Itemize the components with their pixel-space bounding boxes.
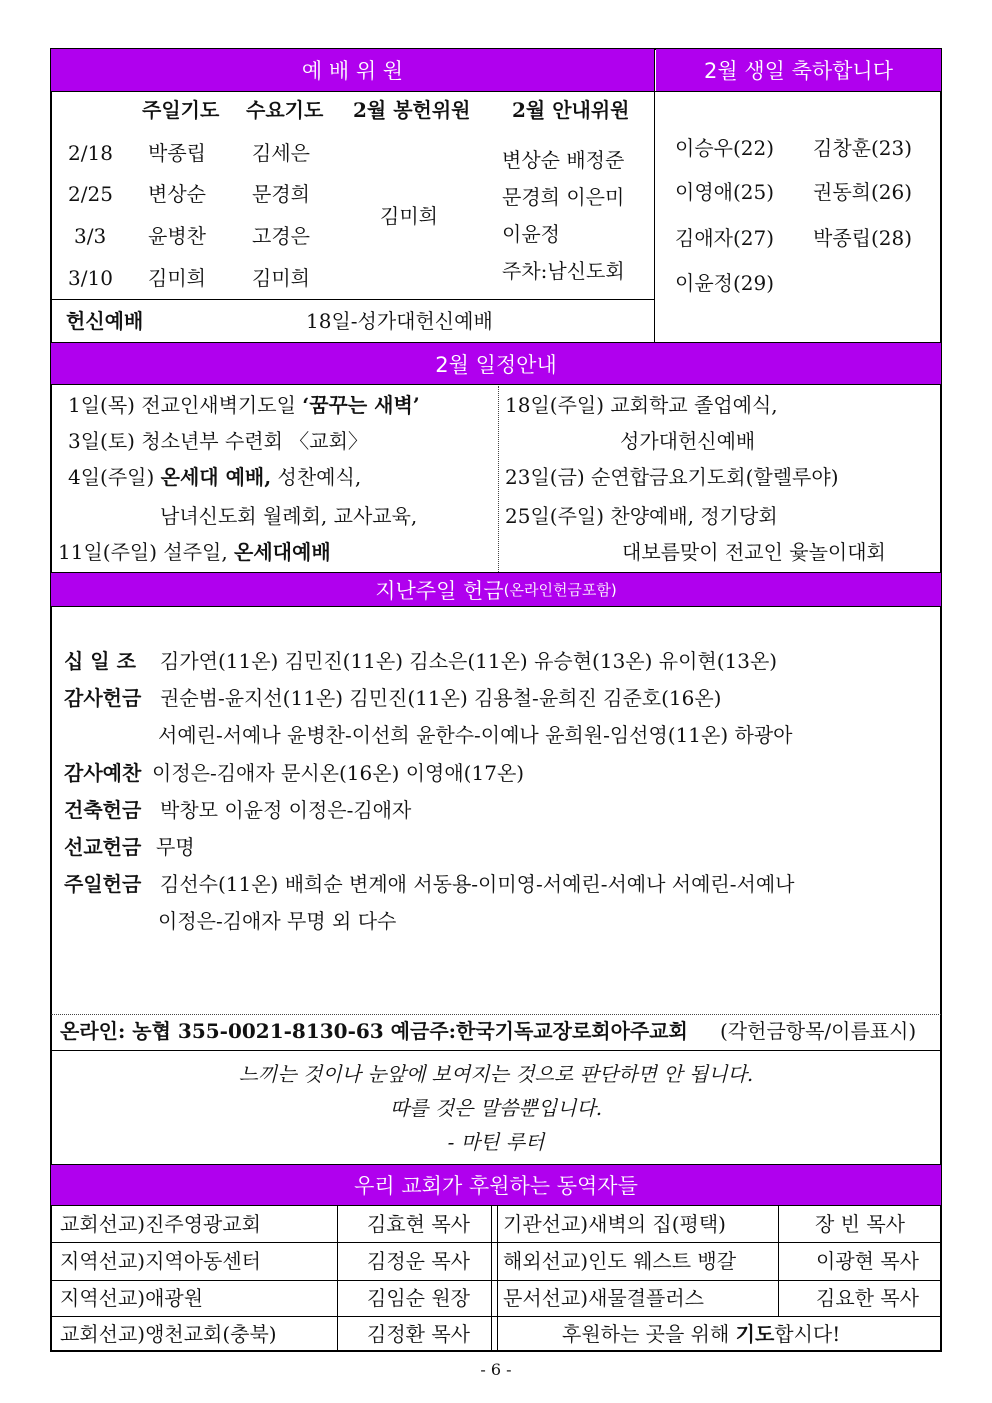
support-prayer-bold: 기도: [735, 1322, 775, 1346]
schedule-item: 25일(주일) 찬양예배, 정기당회: [505, 504, 778, 528]
birthday-name: 권동희(26): [813, 180, 913, 204]
support-person: 김임순 원장: [367, 1286, 470, 1310]
row-sunday-prayer: 박종립: [148, 141, 206, 165]
offering-names: 박창모 이윤정 이정은-김애자: [160, 798, 412, 822]
support-prayer-text: 후원하는 곳을 위해: [562, 1322, 736, 1346]
support-person: 김요한 목사: [816, 1286, 919, 1310]
support-place: 지역선교)애광원: [60, 1286, 204, 1310]
divider: [51, 1316, 941, 1317]
row-sunday-prayer: 윤병찬: [148, 224, 206, 248]
divider: [51, 384, 941, 385]
divider: [51, 1050, 941, 1051]
support-place: 기관선교)새벽의 집(평택): [503, 1212, 726, 1236]
birthday-name: 이승우(22): [675, 136, 775, 160]
support-place: 교회선교)진주영광교회: [60, 1212, 262, 1236]
guide-line: 이윤정: [502, 222, 560, 246]
support-col-divider: [491, 1205, 492, 1351]
support-col-divider: [778, 1205, 779, 1316]
row-date: 2/25: [68, 182, 113, 206]
schedule-divider: [498, 386, 499, 572]
offering-names: 권순범-윤지선(11온) 김민진(11온) 김용철-윤희진 김준호(16온): [160, 686, 722, 710]
row-date: 3/10: [68, 266, 113, 290]
schedule-text: 11일(주일) 설주일,: [58, 540, 235, 564]
guide-line: 주차:남신도회: [502, 259, 625, 283]
schedule-item: 남녀신도회 월례회, 교사교육,: [160, 504, 418, 528]
support-person: 장 빈 목사: [815, 1212, 905, 1236]
birthday-name: 이영애(25): [675, 180, 775, 204]
row-wednesday-prayer: 문경희: [252, 182, 310, 206]
schedule-item: 18일(주일) 교회학교 졸업예식,: [505, 393, 778, 417]
row-wednesday-prayer: 김미희: [252, 266, 310, 290]
support-person: 김정환 목사: [367, 1322, 470, 1346]
online-account-note: (각헌금항목/이름표시): [720, 1019, 917, 1043]
birthday-name: 이윤정(29): [675, 271, 775, 295]
offering-label-thanks: 감사헌금: [64, 686, 142, 710]
divider: [51, 299, 654, 300]
row-date: 3/3: [74, 224, 107, 248]
support-col-divider: [497, 1205, 498, 1351]
support-place: 지역선교)지역아동센터: [60, 1249, 262, 1273]
online-account-text: 온라인: 농협 355-0021-8130-63 예금주:한국기독교장로회아주교회: [60, 1019, 688, 1043]
support-person: 이광현 목사: [816, 1249, 919, 1273]
schedule-highlight: ‘꿈꾸는 새벽’: [302, 393, 420, 417]
guide-line: 변상순 배정준: [502, 148, 625, 172]
worship-header-text: 예 배 위 원: [301, 59, 404, 83]
support-header: [51, 1165, 941, 1205]
support-place: 교회선교)앵천교회(충북): [60, 1322, 277, 1346]
col-header-offering-committee: 2월 봉헌위원: [353, 98, 471, 122]
schedule-text: 1일(목) 전교인새벽기도일: [68, 393, 303, 417]
divider: [51, 1280, 941, 1281]
schedule-text: 성찬예식,: [271, 465, 362, 489]
divider: [51, 91, 941, 92]
col-header-wednesday-prayer: 수요기도: [246, 98, 324, 122]
row-sunday-prayer: 김미희: [148, 266, 206, 290]
schedule-item: [58, 540, 331, 564]
offering-names: 김가연(11온) 김민진(11온) 김소은(11온) 유승현(13온) 유이현(13온): [160, 649, 778, 673]
offering-label-sunday: 주일헌금: [64, 872, 142, 896]
offering-names: 김선수(11온) 배희순 변계애 서동용-이미영-서예린-서예나 서예린-서예나: [160, 872, 795, 896]
support-person: 김효현 목사: [367, 1212, 470, 1236]
row-sunday-prayer: 변상순: [148, 182, 206, 206]
schedule-highlight: 온세대 예배,: [160, 465, 272, 489]
offering-label-praise: 감사예찬: [64, 761, 142, 785]
schedule-item: [68, 465, 361, 489]
col-header-sunday-prayer: 주일기도: [142, 98, 220, 122]
col-header-guide-committee: 2월 안내위원: [512, 98, 630, 122]
schedule-item: 성가대헌신예배: [620, 429, 756, 453]
birthday-header-text: 2월 생일 축하합니다: [704, 59, 893, 83]
offering-names: 이정은-김애자 문시온(16온) 이영애(17온): [152, 761, 525, 785]
schedule-item: 23일(금) 순연합금요기도회(할렐루야): [505, 465, 839, 489]
offering-label-building: 건축헌금: [64, 798, 142, 822]
row-date: 2/18: [68, 141, 113, 165]
schedule-item: 대보름맞이 전교인 윷놀이대회: [622, 540, 886, 564]
row-wednesday-prayer: 고경은: [252, 224, 310, 248]
support-prayer-text: 합시다!: [774, 1322, 841, 1346]
birthday-name: 박종립(28): [813, 226, 913, 250]
divider: [51, 1242, 941, 1243]
birthday-name: 김애자(27): [675, 226, 775, 250]
online-account: [60, 1019, 688, 1043]
quote-author: - 마틴 루터: [447, 1130, 545, 1154]
guide-line: 문경희 이은미: [502, 185, 625, 209]
offering-label-tithe: 십 일 조: [64, 649, 136, 673]
online-divider: [51, 1014, 941, 1015]
schedule-header: [51, 343, 941, 384]
row-wednesday-prayer: 김세은: [252, 141, 310, 165]
divider: [51, 1205, 941, 1206]
support-place: 해외선교)인도 웨스트 뱅갈: [503, 1249, 737, 1273]
offering-names: 서예린-서예나 윤병찬-이선희 윤한수-이예나 윤희원-임선영(11온) 하광아: [158, 723, 793, 747]
worship-header: [51, 49, 654, 91]
schedule-item: [68, 393, 420, 417]
dedication-value: 18일-성가대헌신예배: [306, 309, 493, 333]
birthday-header: [656, 49, 941, 91]
support-person: 김정운 목사: [367, 1249, 470, 1273]
offering-names: 무명: [156, 835, 195, 859]
page-number: - 6 -: [480, 1360, 512, 1379]
support-col-divider: [337, 1205, 338, 1351]
birthday-name: 김창훈(23): [813, 136, 913, 160]
quote-line: 따를 것은 말씀뿐입니다.: [389, 1096, 603, 1120]
worship-birthday-divider: [654, 49, 655, 342]
schedule-header-text: 2월 일정안내: [435, 352, 557, 377]
support-place: 문서선교)새물결플러스: [503, 1286, 705, 1310]
offering-header: [51, 573, 941, 606]
offering-names: 이정은-김애자 무명 외 다수: [158, 909, 397, 933]
offering-label-mission: 선교헌금: [64, 835, 142, 859]
quote-line: 느끼는 것이나 눈앞에 보여지는 것으로 판단하면 안 됩니다.: [238, 1062, 754, 1086]
dedication-label: 헌신예배: [66, 309, 144, 333]
schedule-item: 3일(토) 청소년부 수련회 〈교회〉: [68, 429, 368, 453]
offering-header-note: (온라인헌금포함): [503, 581, 617, 599]
offering-committee-name: 김미희: [380, 204, 438, 228]
support-prayer: [562, 1322, 840, 1346]
support-header-text: 우리 교회가 후원하는 동역자들: [354, 1174, 638, 1198]
schedule-text: 4일(주일): [68, 465, 161, 489]
divider: [51, 606, 941, 607]
offering-header-text: 지난주일 헌금: [375, 578, 504, 603]
schedule-highlight: 온세대예배: [234, 540, 331, 564]
